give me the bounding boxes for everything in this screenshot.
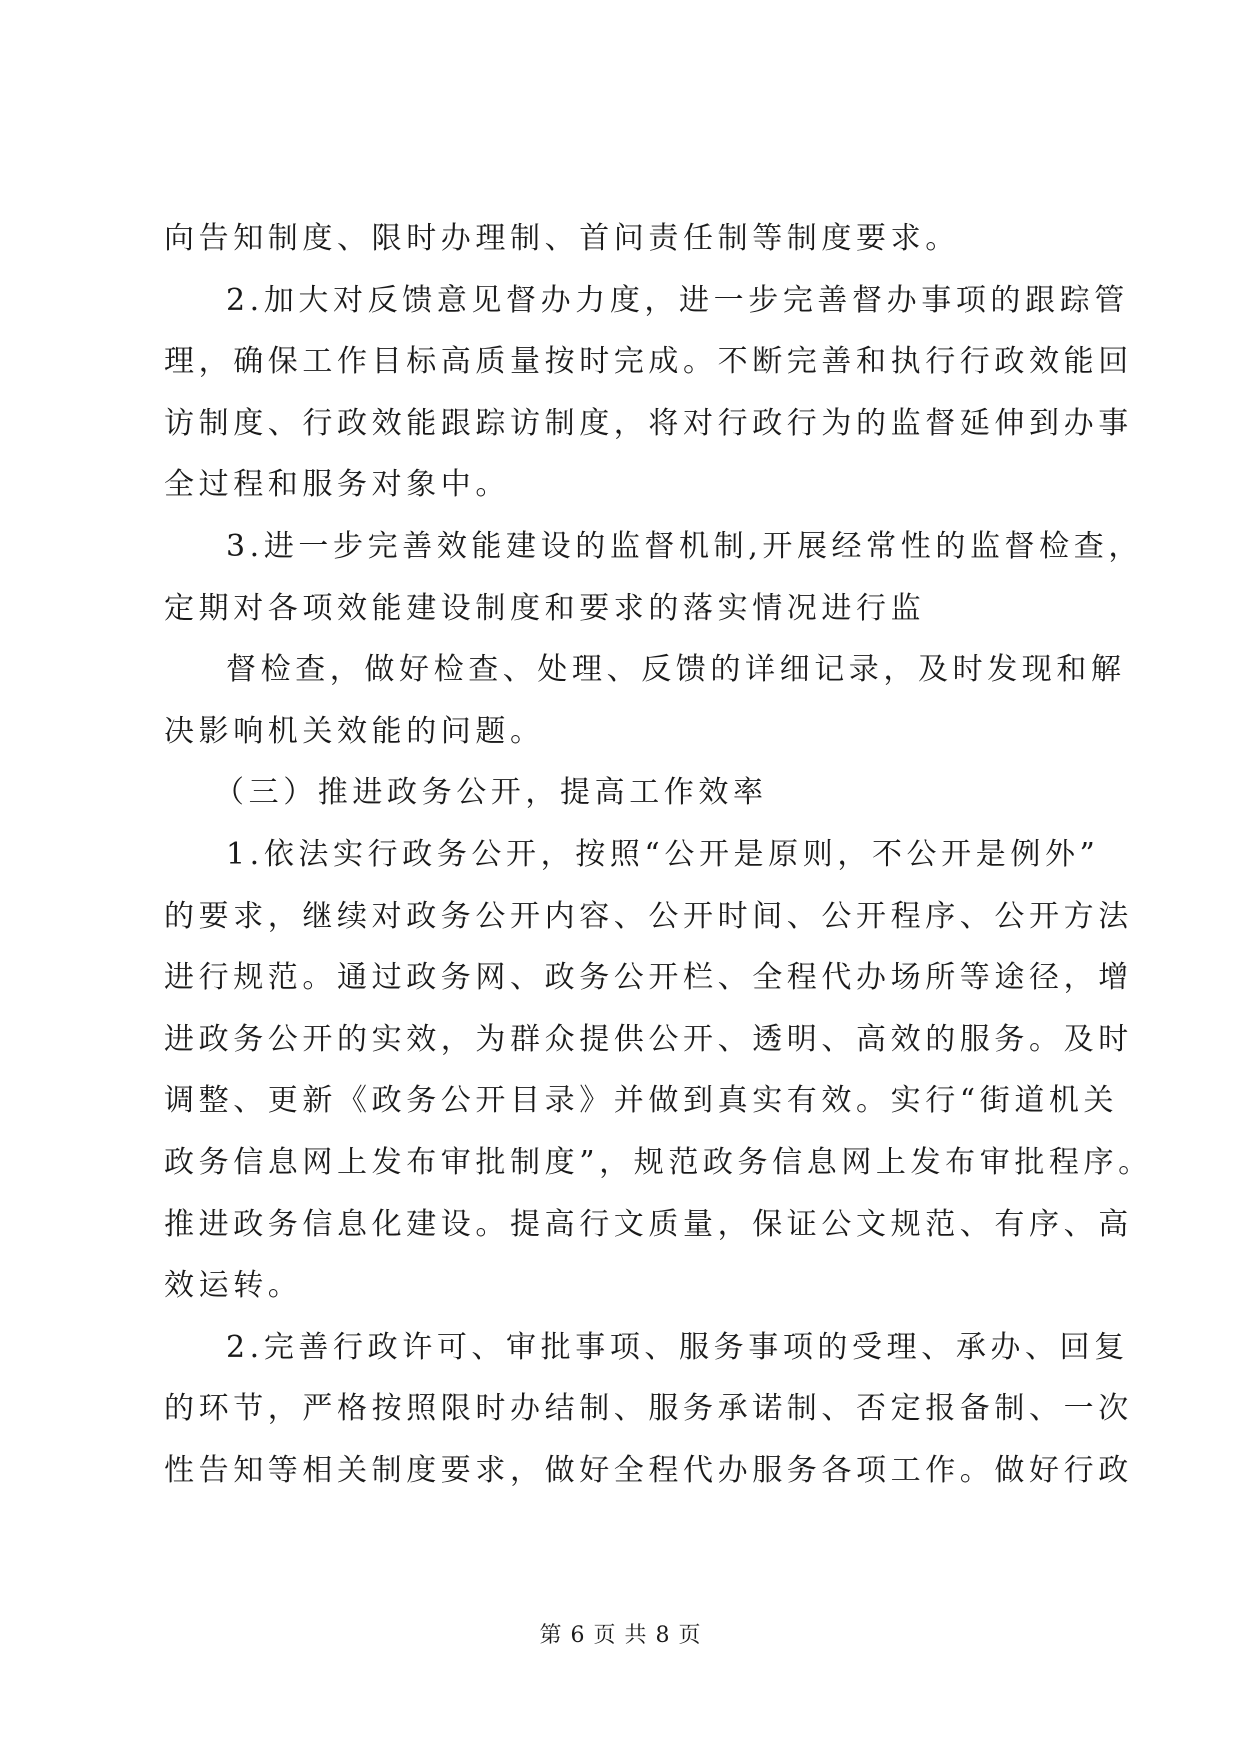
text-line-6: 3.进一步完善效能建设的监督机制,开展经常性的监督检查， bbox=[226, 528, 1143, 564]
body-text bbox=[164, 208, 1153, 1501]
text-line-12: 的要求，继续对政务公开内容、公开时间、公开程序、公开方法 bbox=[164, 898, 1133, 934]
text-line-19: 2.完善行政许可、审批事项、服务事项的受理、承办、回复 bbox=[226, 1329, 1129, 1365]
text-line-14: 进政务公开的实效，为群众提供公开、透明、高效的服务。及时 bbox=[164, 1021, 1133, 1057]
text-line-18: 效运转。 bbox=[164, 1268, 303, 1304]
text-line-7: 定期对各项效能建设制度和要求的落实情况进行监 bbox=[164, 590, 926, 626]
section-heading: （三）推进政务公开，提高工作效率 bbox=[214, 775, 768, 811]
text-line-21: 性告知等相关制度要求，做好全程代办服务各项工作。做好行政 bbox=[164, 1452, 1133, 1488]
text-line-17: 推进政务信息化建设。提高行文质量，保证公文规范、有序、高 bbox=[164, 1206, 1133, 1242]
text-line-13: 进行规范。通过政务网、政务公开栏、全程代办场所等途径，增 bbox=[164, 960, 1133, 996]
text-line-15: 调整、更新《政务公开目录》并做到真实有效。实行“街道机关 bbox=[164, 1083, 1119, 1119]
text-line-20: 的环节，严格按照限时办结制、服务承诺制、否定报备制、一次 bbox=[164, 1391, 1133, 1427]
text-line-11: 1.依法实行政务公开，按照“公开是原则，不公开是例外” bbox=[226, 836, 1100, 872]
text-line-5: 全过程和服务对象中。 bbox=[164, 467, 510, 503]
text-line-2: 2.加大对反馈意见督办力度，进一步完善督办事项的跟踪管 bbox=[226, 282, 1129, 318]
page-number-footer: 第 6 页 共 8 页 bbox=[539, 1623, 702, 1648]
text-line-1: 向告知制度、限时办理制、首问责任制等制度要求。 bbox=[164, 221, 960, 256]
text-line-4: 访制度、行政效能跟踪访制度，将对行政行为的监督延伸到办事 bbox=[164, 405, 1133, 441]
text-line-3: 理，确保工作目标高质量按时完成。不断完善和执行行政效能回 bbox=[164, 344, 1133, 380]
text-line-8: 督检查，做好检查、处理、反馈的详细记录，及时发现和解 bbox=[226, 652, 1126, 688]
text-line-9: 决影响机关效能的问题。 bbox=[164, 713, 545, 749]
text-line-16: 政务信息网上发布审批制度”，规范政务信息网上发布审批程序。 bbox=[164, 1144, 1153, 1180]
